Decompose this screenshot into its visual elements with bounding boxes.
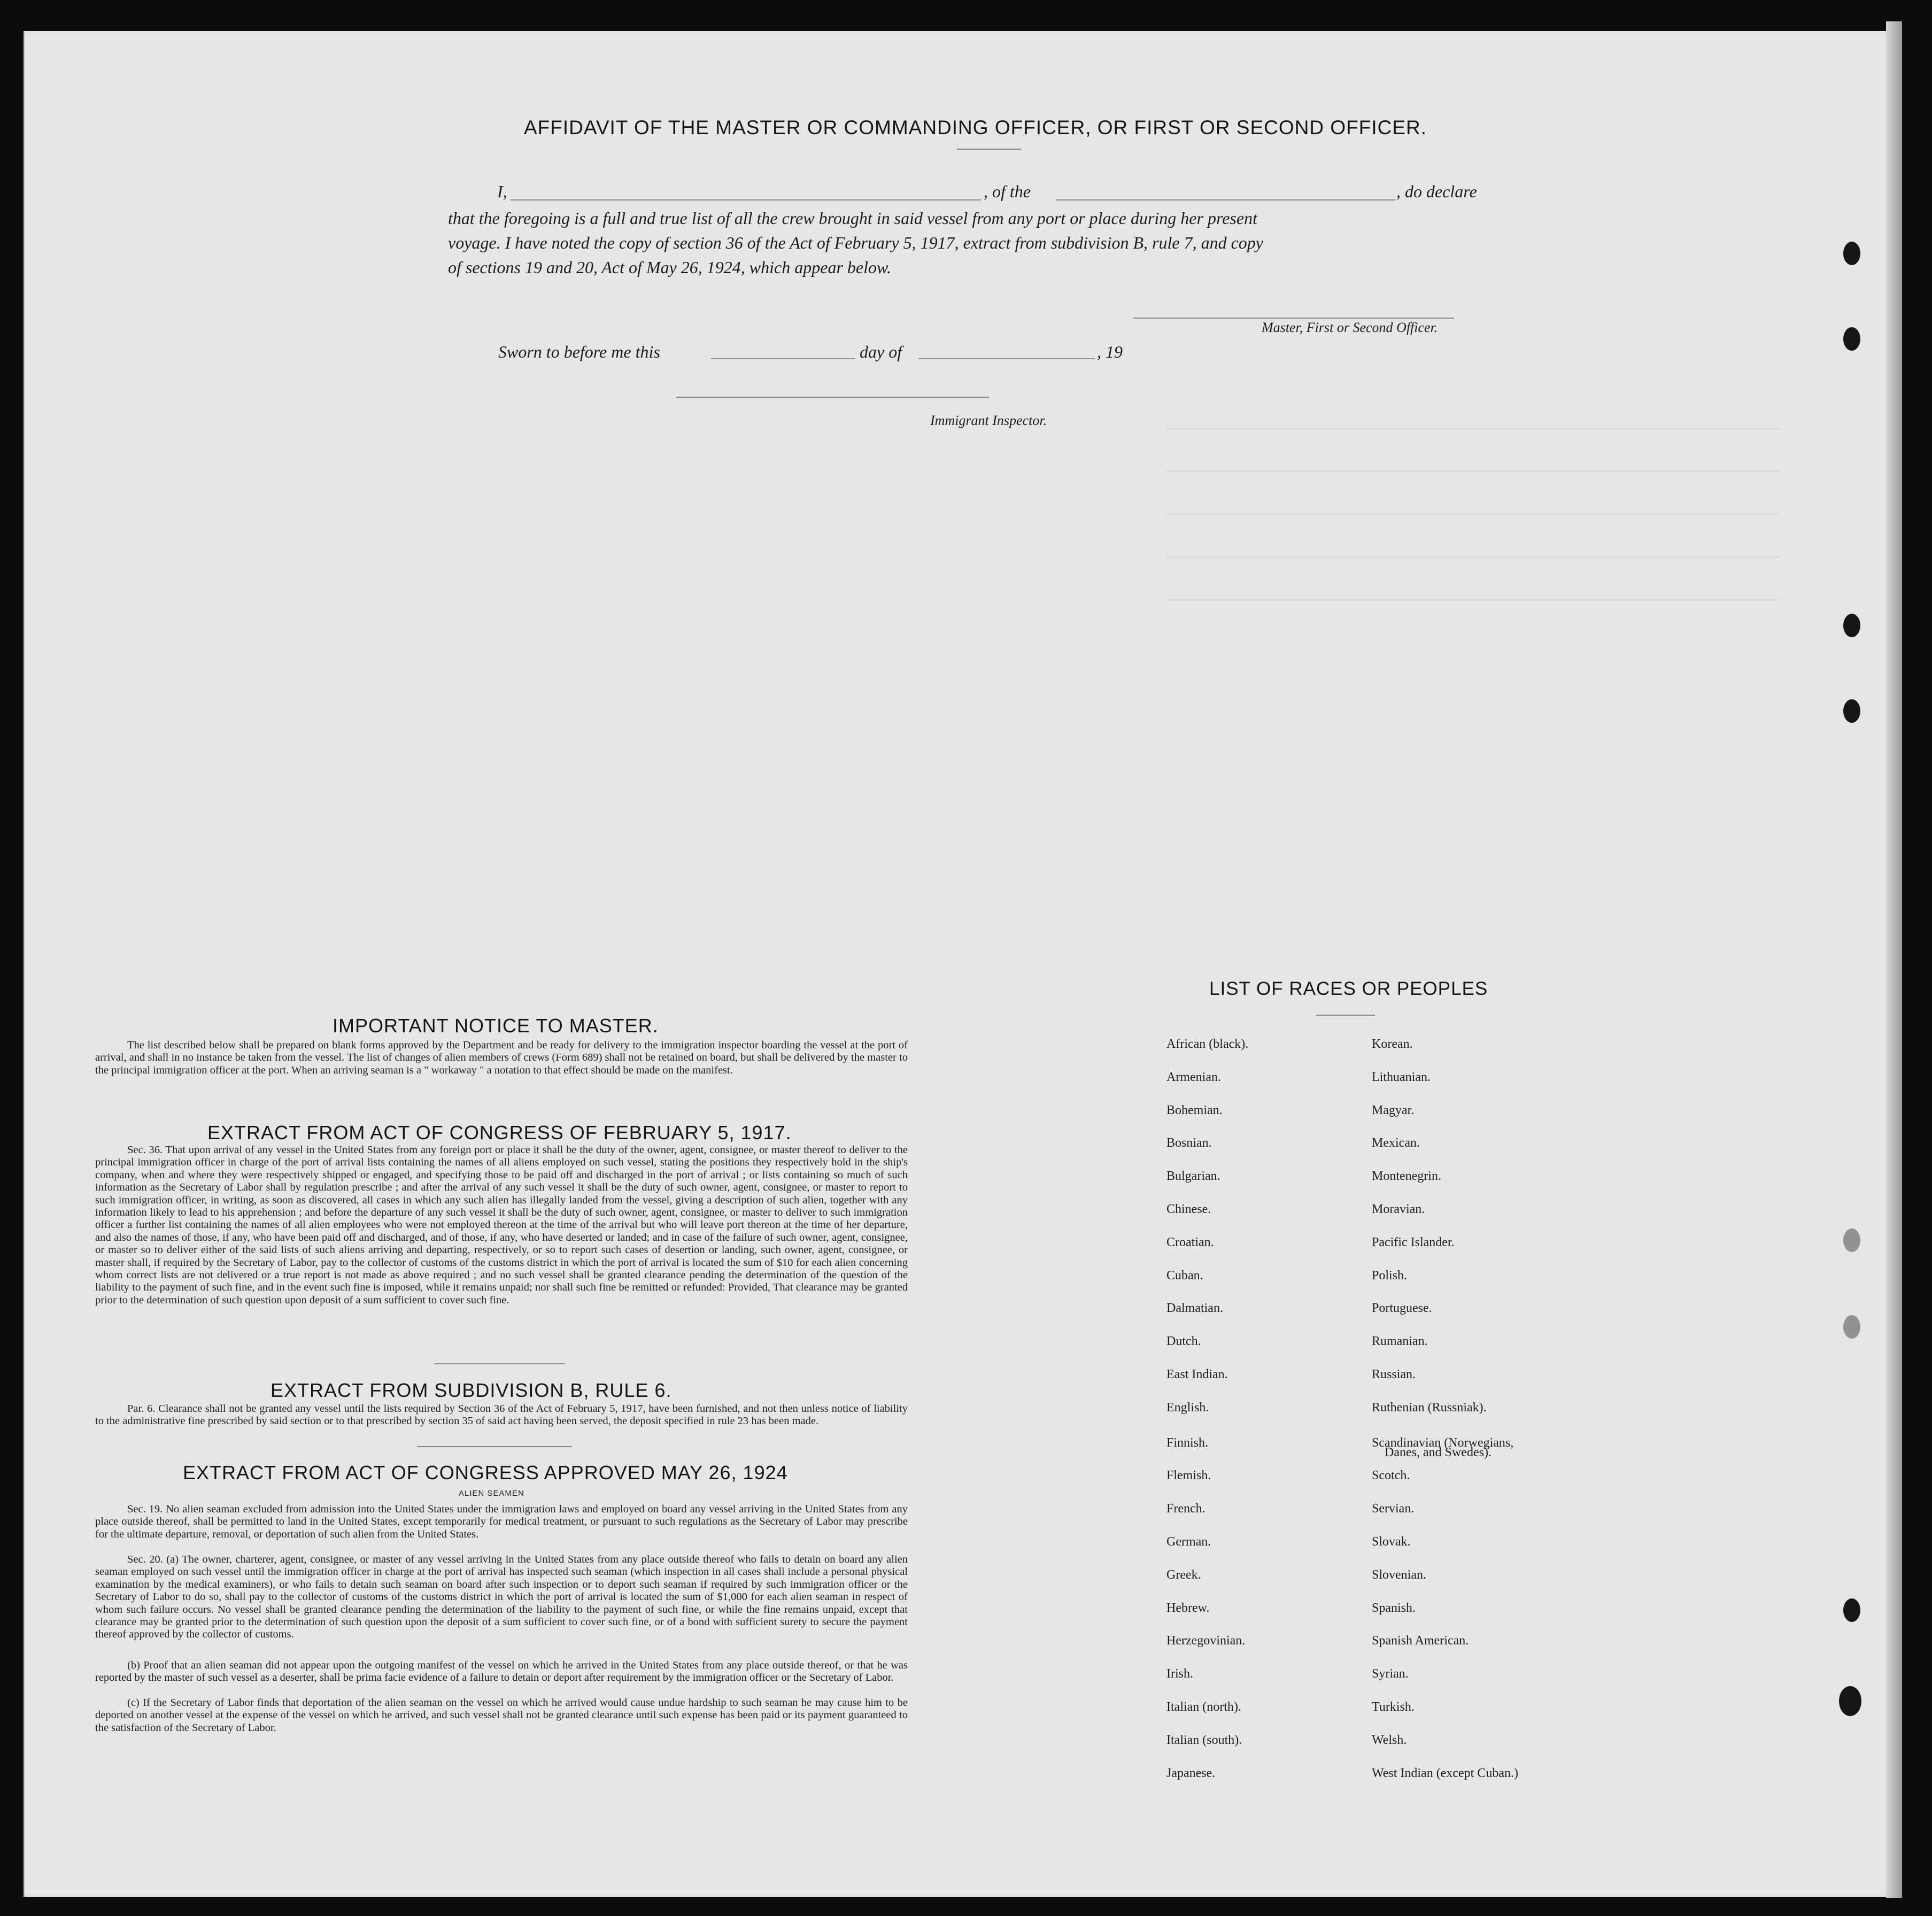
race-item: Irish. <box>1166 1667 1193 1681</box>
alien-seamen-subtitle: ALIEN SEAMEN <box>459 1489 524 1498</box>
master-signature-field[interactable] <box>1133 318 1454 319</box>
binder-hole <box>1839 1686 1861 1716</box>
race-item: Scotch. <box>1372 1469 1410 1483</box>
sec-20a-text: Sec. 20. (a) The owner, charterer, agent, consignee, or master of any vessel arriving in the United States from any place outside thereof who fails to detain on board any alien seaman employed on such vessel until the immigration officer in charge at the port of arrival has inspected such seaman (which inspection in all cases shall include a personal physical examination by the medical examiners), or who fails to detain such seaman on board after such inspection or to deport such seaman if required by such immigration officer or the Secretary of Labor to do so, shall pay to the collector of customs of the customs district in which the port of arrival is located the sum of $1,000 for each alien seaman in respect of whom such failure occurs. No vessel shall be granted clearance pending the determination of the liability to the payment of such fine, or while the fine remains unpaid, except that clearance may be granted prior to the determination of such question upon the deposit of a sum sufficient to cover such fine, or of a bond with sufficient surety to secure the payment thereof approved by the collector of customs. <box>95 1554 908 1641</box>
race-item: Polish. <box>1372 1268 1408 1283</box>
race-item: African (black). <box>1166 1037 1249 1051</box>
race-item: Flemish. <box>1166 1469 1211 1483</box>
race-item: Ruthenian (Russniak). <box>1372 1400 1487 1415</box>
race-item: Servian. <box>1372 1502 1415 1516</box>
binder-hole <box>1843 242 1860 265</box>
sworn-month-field[interactable] <box>918 358 1095 359</box>
race-item: English. <box>1166 1400 1209 1415</box>
race-item: Korean. <box>1372 1037 1413 1051</box>
section-divider-2 <box>417 1446 572 1447</box>
race-item: Lithuanian. <box>1372 1070 1431 1084</box>
binder-hole <box>1843 614 1860 637</box>
race-item: Herzegovinian. <box>1166 1634 1246 1648</box>
race-item: Portuguese. <box>1372 1301 1432 1316</box>
sec-20b-text: (b) Proof that an alien seaman did not appear upon the outgoing manifest of the vessel on which he arrived in the United States from any place outside thereof, or that he was reported by the master of such vessel as a deserter, shall be prima facie evidence of a failure to detain or deport after requirement by the immigration officer or the Secretary of Labor. <box>95 1659 908 1684</box>
affidavit-line-2: that the foregoing is a full and true list of all the crew brought in said vessel from any port or place during her present <box>448 208 1257 228</box>
day-of-text: day of <box>860 342 902 361</box>
race-item: Japanese. <box>1166 1766 1216 1780</box>
race-item: Bohemian. <box>1166 1103 1223 1117</box>
affidavit-i: I, <box>497 182 507 201</box>
bleed-through <box>1165 428 1807 1657</box>
extract-rule-text: Par. 6. Clearance shall not be granted any vessel until the lists required by Section 36 of the Act of February 5, 1917, have been furnished, and not then unless notice of liability to the administrative fine prescribed by said section or to that prescribed by section 35 of said act having been served, the deposit specified in rule 23 has been made. <box>95 1403 908 1427</box>
race-item: Turkish. <box>1372 1700 1415 1714</box>
notice-text: The list described below shall be prepared on blank forms approved by the Department and be ready for delivery to the immigration inspector boarding the vessel at the port of arrival, and shall in no instance be taken from the vessel. The list of changes of alien members of crews (Form 689) shall not be retained on board, but shall be delivered by the master to the principal immigration officer at the port. When an arriving seaman is a " workaway " a notation to that effect should be made on the manifest. <box>95 1039 908 1076</box>
race-item: French. <box>1166 1502 1205 1516</box>
extract-rule-title: EXTRACT FROM SUBDIVISION B, RULE 6. <box>271 1379 672 1401</box>
race-item: Spanish American. <box>1372 1634 1469 1648</box>
affidavit-line-4: of sections 19 and 20, Act of May 26, 1924, which appear below. <box>448 258 891 277</box>
race-item: Bulgarian. <box>1166 1169 1220 1184</box>
race-item: Italian (south). <box>1166 1733 1242 1747</box>
binder-hole <box>1843 1229 1860 1252</box>
sec-20c-text: (c) If the Secretary of Labor finds that deportation of the alien seaman on the vessel on which he arrived would cause undue hardship to such seaman he may cause him to be deported on another vessel at the expense of the vessel on which he arrived, and such vessel shall not be granted clearance until such expense has been paid or its payment guaranteed to the satisfaction of the Secretary of Labor. <box>95 1697 908 1734</box>
binder-hole <box>1843 699 1860 723</box>
section-divider <box>434 1363 565 1364</box>
race-item: Slovak. <box>1372 1535 1411 1549</box>
races-title: LIST OF RACES OR PEOPLES <box>1209 978 1488 999</box>
race-item: Montenegrin. <box>1372 1169 1441 1184</box>
race-item: Dalmatian. <box>1166 1301 1223 1316</box>
affidavit-line-3: voyage. I have noted the copy of section 36 of the Act of February 5, 1917, extract from subdivision B, rule 7, and copy <box>448 233 1263 252</box>
affidavit-title: AFFIDAVIT OF THE MASTER OR COMMANDING OFFICER, OR FIRST OR SECOND OFFICER. <box>524 117 1427 138</box>
sec-19-text: Sec. 19. No alien seaman excluded from admission into the United States under the immigration laws and employed on board any vessel arriving in the United States from any place outside thereof, shall be permitted to land in the United States, except temporarily for medical treatment, or pursuant to such regulations as the Secretary of Labor may prescribe for the ultimate departure, removal, or deportation of such alien from the United States. <box>95 1503 908 1540</box>
race-item: Croatian. <box>1166 1235 1214 1249</box>
extract-1917-title: EXTRACT FROM ACT OF CONGRESS OF FEBRUARY 5, 1917. <box>207 1122 792 1144</box>
race-item: Rumanian. <box>1372 1334 1428 1349</box>
page-edge-shadow <box>1886 21 1902 1898</box>
race-item: Hebrew. <box>1166 1601 1210 1615</box>
affidavit-do-declare: , do declare <box>1396 182 1477 201</box>
race-item: Pacific Islander. <box>1372 1235 1455 1249</box>
inspector-label: Immigrant Inspector. <box>930 413 1047 428</box>
race-scandinavian-continued: Danes, and Swedes). <box>1385 1446 1491 1459</box>
races-rule <box>1316 1015 1375 1016</box>
race-item: Russian. <box>1372 1368 1416 1381</box>
race-item: Magyar. <box>1372 1103 1415 1117</box>
race-item: Welsh. <box>1372 1733 1407 1747</box>
race-item: German. <box>1166 1535 1211 1549</box>
race-item: West Indian (except Cuban.) <box>1372 1766 1518 1780</box>
title-rule <box>957 149 1021 150</box>
race-item: Greek. <box>1166 1567 1201 1582</box>
notice-title: IMPORTANT NOTICE TO MASTER. <box>333 1015 659 1037</box>
race-item: Cuban. <box>1166 1268 1203 1283</box>
race-item: Armenian. <box>1166 1070 1221 1084</box>
affidavit-of-the: , of the <box>984 182 1031 201</box>
sworn-text: Sworn to before me this <box>498 342 660 361</box>
race-item: Slovenian. <box>1372 1567 1426 1582</box>
race-item: Scandinavian (Norwegians, <box>1372 1435 1514 1450</box>
race-item: Bosnian. <box>1166 1136 1212 1150</box>
inspector-signature-field[interactable] <box>676 397 989 398</box>
race-item: East Indian. <box>1166 1368 1228 1381</box>
vessel-name-field[interactable] <box>1056 199 1395 200</box>
race-item: Dutch. <box>1166 1334 1201 1349</box>
binder-hole <box>1843 1315 1860 1339</box>
race-item: Spanish. <box>1372 1601 1416 1615</box>
race-item: Finnish. <box>1166 1435 1209 1450</box>
race-item: Moravian. <box>1372 1202 1425 1216</box>
race-item: Syrian. <box>1372 1667 1409 1681</box>
binder-hole <box>1843 1598 1860 1622</box>
sworn-day-field[interactable] <box>711 358 855 359</box>
race-item: Mexican. <box>1372 1136 1420 1150</box>
year-text: , 19 <box>1097 342 1123 361</box>
extract-1917-text: Sec. 36. That upon arrival of any vessel in the United States from any foreign port or place it shall be the duty of the owner, agent, consignee, or master thereof to deliver to the principal immigration officer in charge of the port of arrival lists containing the names of all aliens employed on such vessel, stating the positions they respectively hold in the ship's company, when and where they were respectively shipped or engaged, and specifying those to be paid off and discharged in the port of arrival ; or lists containing so much of such information as the Secretary of Labor shall by regulation prescribe ; and after the arrival of any such vessel it shall be the duty of such owner, agent, consignee, or master to report to such immigration officer, in writing, as soon as discovered, all cases in which any such alien has illegally landed from the vessel, giving a description of such alien, together with any information likely to lead to his apprehension ; and before the departure of any such vessel it shall be the duty of such owner, agent, consignee, or master to deliver to such immigration officer a further list containing the names of all alien employees who were not employed thereon at the time of the arrival but who will leave port thereon at the time of her departure, and also the names of those, if any, who have been paid off and discharged, and of those, if any, who have deserted or landed; and in case of the failure of such owner, agent, consignee, or master so to deliver either of the said lists of such aliens arriving and departing, respectively, or so to report such cases of desertion or landing, such owner, agent, consignee, or master shall, if required by the Secretary of Labor, pay to the collector of customs of the customs district in which the port of arrival is located the sum of $10 for each alien concerning whom correct lists are not delivered or a true report is not made as above required ; and no such vessel shall be granted clearance pending the determination of the question of the liability to the payment of such fine, and in the event such fine is imposed, while it remains unpaid; nor shall such fine be remitted or refunded: Provided, That clearance may be granted prior to the determination of such question upon deposit of a sum sufficient to cover such fine. <box>95 1144 908 1306</box>
race-item: Chinese. <box>1166 1202 1211 1216</box>
master-label: Master, First or Second Officer. <box>1262 320 1438 335</box>
officer-name-field[interactable] <box>511 199 981 200</box>
extract-1924-title: EXTRACT FROM ACT OF CONGRESS APPROVED MAY 26, 1924 <box>183 1462 788 1484</box>
race-item: Italian (north). <box>1166 1700 1241 1714</box>
binder-hole <box>1843 327 1860 351</box>
